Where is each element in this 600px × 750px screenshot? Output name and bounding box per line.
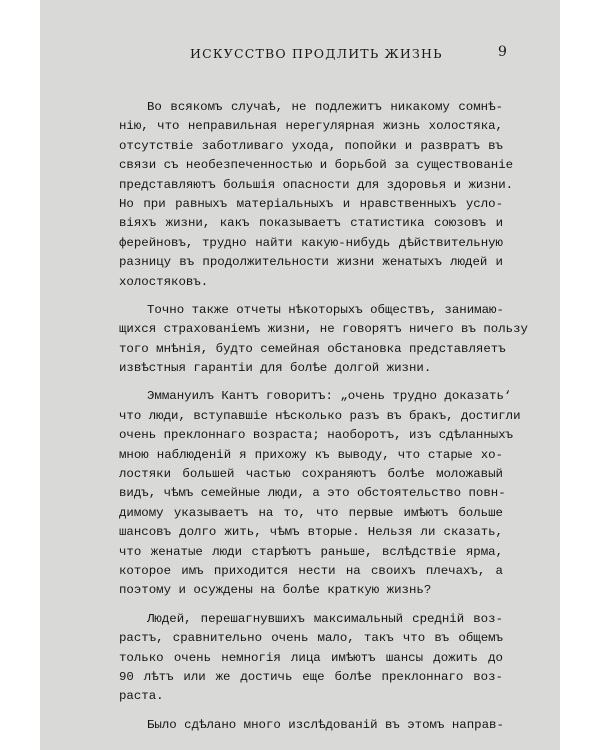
text-line: димому указываетъ на то, что первые имѣютъ больше bbox=[119, 505, 503, 520]
paragraph bbox=[119, 610, 503, 707]
text-line: извѣстныя гарантіи для болѣе долгой жизни. bbox=[119, 361, 432, 376]
text-line: віяхъ жизни, какъ показываетъ статистика союзовъ и bbox=[119, 216, 503, 231]
text-line: Эммануилъ Кантъ говоритъ: „очень трудно доказать‘ bbox=[147, 389, 512, 404]
text-line: очень преклоннаго возраста; наоборотъ, изъ сдѣланныхъ bbox=[119, 428, 514, 443]
text-line: 90 лѣтъ или же достичь еще болѣе преклоннаго воз- bbox=[119, 669, 503, 684]
page-body bbox=[119, 98, 528, 744]
text-line: мною наблюденій я прихожу къ выводу, что старые хо- bbox=[119, 447, 503, 462]
text-line: которое имъ приходится нести на своихъ плечахъ, а bbox=[119, 563, 503, 578]
text-line: только очень немногія лица имѣютъ шансы дожить до bbox=[119, 650, 503, 665]
text-line: Но при равныхъ матеріальныхъ и нравственныхъ усло- bbox=[119, 196, 503, 211]
text-line: раста. bbox=[119, 689, 164, 704]
text-line: отсутствіе заботливаго ухода, попойки и развратъ въ bbox=[119, 138, 503, 153]
text-line: ферейновъ, трудно найти какую-нибудь дѣйствительную bbox=[119, 235, 503, 250]
text-line: Было сдѣлано много изслѣдованій въ этомъ направ- bbox=[147, 717, 504, 732]
text-line: растъ, сравнительно очень мало, такъ что въ общемъ bbox=[119, 631, 503, 646]
running-head: ИСКУССТВО ПРОДЛИТЬ ЖИЗНЬ bbox=[190, 46, 443, 61]
text-line: Во всякомъ случаѣ, не подлежитъ никакому сомнѣ- bbox=[147, 100, 503, 114]
text-line: нію, что неправильная нерегулярная жизнь холостяка, bbox=[119, 119, 503, 134]
paragraph bbox=[119, 98, 514, 292]
paragraph bbox=[119, 387, 521, 600]
text-line: шансовъ долго жить, чѣмъ вторые. Нельзя ли сказать, bbox=[119, 525, 503, 540]
text-line: поэтому и осуждены на болѣе краткую жизнь? bbox=[119, 583, 432, 598]
text-line: Людей, перешагнувшихъ максимальный средній воз- bbox=[147, 611, 503, 626]
book-page bbox=[40, 0, 560, 750]
text-line: Точно также отчеты нѣкоторыхъ обществъ, занимаю- bbox=[147, 302, 504, 317]
text-line: разницу въ продолжительности жизни женатыхъ людей и bbox=[119, 255, 503, 270]
text-line: холостяковъ. bbox=[119, 274, 209, 289]
text-line: связи съ необезпеченностью и борьбой за существованіе bbox=[119, 158, 514, 173]
text-line: лостяки большей частью сохраняютъ болѣе моложавый bbox=[119, 467, 503, 482]
text-line: щихся страхованіемъ жизни, не говорятъ ничего въ пользу bbox=[119, 322, 528, 337]
page-number: 9 bbox=[498, 44, 507, 60]
text-line: что люди, вступавшіе нѣсколько разъ въ бракъ, достигли bbox=[119, 408, 521, 423]
text-line: того мнѣнія, будто семейная обстановка представляетъ bbox=[119, 341, 506, 356]
text-line: видъ, чѣмъ семейные люди, а это обстоятельство повн- bbox=[119, 486, 506, 501]
text-line: что женатые люди старѣютъ раньше, вслѣдствіе ярма, bbox=[119, 544, 503, 559]
paragraph bbox=[119, 301, 528, 379]
text-line: представляютъ большія опасности для здоровья и жизни. bbox=[119, 177, 514, 192]
paragraph bbox=[119, 716, 503, 735]
